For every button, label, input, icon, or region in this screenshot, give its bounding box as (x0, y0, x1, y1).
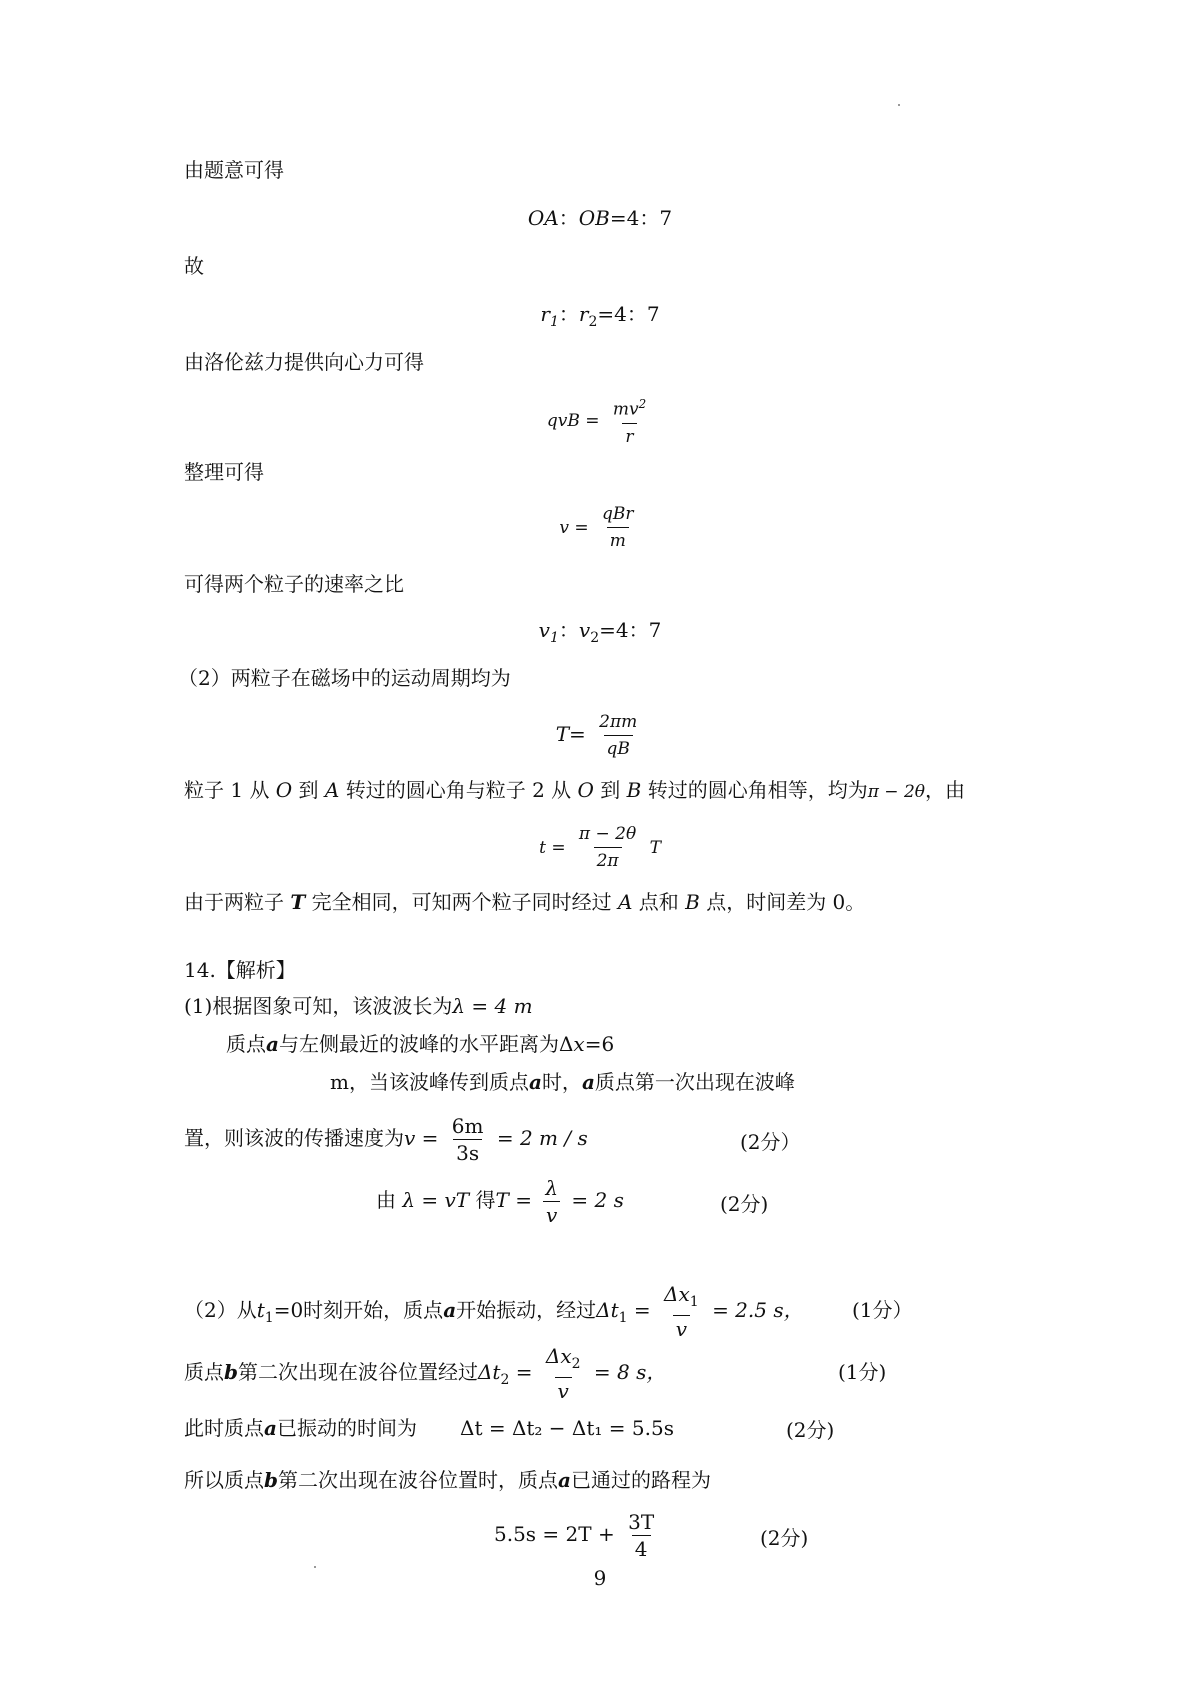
var: a (264, 1416, 277, 1440)
var: r (578, 302, 589, 326)
text-line: 由题意可得 (184, 158, 284, 182)
var: A (324, 778, 340, 802)
text-line (184, 992, 533, 1020)
var: v (578, 618, 591, 642)
text-line: 整理可得 (184, 460, 264, 484)
text-line (226, 1030, 614, 1058)
fraction (625, 1510, 657, 1561)
text: 得 (475, 1188, 496, 1212)
var: B (685, 890, 700, 914)
text: 到 (593, 778, 627, 802)
var: OB (578, 206, 610, 230)
formula-oa-ob (0, 204, 1200, 232)
text: 此时质点 (184, 1416, 264, 1440)
text: 已通过的路程为 (570, 1468, 711, 1492)
sym: ： (558, 206, 579, 230)
text: 与左侧最近的波峰的水平距离为Δ (278, 1032, 574, 1056)
expr: = 2.5 s， (712, 1298, 804, 1322)
var: t (256, 1298, 265, 1322)
text: 开始振动，经过 (456, 1298, 597, 1322)
formula-lorentz (0, 392, 1200, 449)
text: 由于两粒子 (184, 890, 291, 914)
text: 转过的圆心角相等，均为 (641, 778, 868, 802)
num: 2πm (599, 712, 638, 732)
den: v (543, 1201, 560, 1227)
text: 质点第一次出现在波峰 (594, 1070, 795, 1094)
expr: λ = vT (402, 1188, 470, 1212)
expr: = 8 s， (593, 1360, 667, 1384)
var: A (617, 890, 633, 914)
sym: =4：7 (609, 206, 673, 230)
num: 3T (628, 1510, 655, 1534)
expr: T (649, 838, 661, 858)
var: b (264, 1468, 278, 1492)
text: 完全相同，可知两个粒子同时经过 (305, 890, 618, 914)
var: a (443, 1298, 457, 1322)
expr: T = (495, 1188, 532, 1212)
text-line: 可得两个粒子的速率之比 (184, 572, 404, 596)
text: 点，时间差为 0。 (699, 890, 866, 914)
score-label: (1分） (852, 1298, 913, 1322)
var: v (538, 618, 550, 642)
sym: ： (558, 302, 579, 326)
num: 6m (451, 1114, 484, 1138)
sym: =4：7 (599, 618, 662, 642)
var: a (557, 1468, 571, 1492)
den: v (673, 1315, 690, 1341)
text-line: （2）两粒子在磁场中的运动周期均为 (178, 666, 511, 690)
text: 粒子 1 从 (184, 778, 276, 802)
score-label: (2分） (740, 1130, 801, 1154)
sym: = (515, 1360, 533, 1384)
page-number: 9 (593, 1566, 607, 1590)
var: b (224, 1360, 238, 1384)
text-line: 故 (184, 254, 204, 278)
sub: 2 (500, 1372, 510, 1388)
var: O (275, 778, 293, 802)
expr: T= (555, 722, 586, 746)
fraction (661, 1282, 702, 1341)
text: =6 (584, 1032, 615, 1056)
num: Δx (664, 1282, 690, 1306)
text-line (330, 1068, 795, 1096)
var: OA (527, 206, 559, 230)
text-line (376, 1176, 624, 1227)
sub: 1 (549, 314, 559, 330)
expr: = 2 m / s (496, 1126, 588, 1150)
text: =0时刻开始，质点 (273, 1298, 444, 1322)
num: π − 2θ (578, 824, 637, 844)
score-label: (2分) (760, 1526, 809, 1550)
formula-delta-t: Δt = Δt₂ − Δt₁ = 5.5s (460, 1416, 674, 1440)
text: 点和 (632, 890, 686, 914)
var: T (290, 890, 306, 914)
expr: v = (559, 518, 589, 538)
expr: π − 2θ (867, 782, 925, 802)
var: r (540, 302, 550, 326)
text: 第二次出现在波谷位置经过 (237, 1360, 478, 1384)
expr: Δt (477, 1360, 501, 1384)
sub: 1 (618, 1310, 628, 1326)
text: m，当该波峰传到质点 (330, 1070, 529, 1094)
text: （2）从 (184, 1298, 257, 1322)
text-line: 由洛伦兹力提供向心力可得 (184, 350, 424, 374)
formula-period (0, 710, 1200, 761)
text: 由 (376, 1188, 396, 1212)
expr: qvB = (546, 410, 600, 431)
text-line (184, 1466, 711, 1494)
expr: t = (539, 838, 566, 858)
formula-path (494, 1510, 661, 1561)
text: 第二次出现在波谷位置时，质点 (277, 1468, 558, 1492)
sub: 2 (588, 314, 598, 330)
text-line (184, 1114, 588, 1165)
fraction (542, 1176, 561, 1227)
fraction (449, 1114, 487, 1165)
formula-time (0, 822, 1200, 873)
score-label: (2分) (786, 1418, 835, 1442)
sym: ： (558, 618, 579, 642)
text: 时， (541, 1070, 582, 1094)
section-heading: 14.【解析】 (184, 958, 296, 982)
num: Δx (545, 1344, 572, 1368)
expr: 5.5s = 2T + (494, 1522, 615, 1546)
fraction (599, 502, 637, 553)
sub: 2 (571, 1356, 581, 1372)
var: O (577, 778, 594, 802)
var: a (266, 1032, 279, 1056)
den: v (555, 1377, 572, 1403)
text: 到 (292, 778, 325, 802)
text: 转过的圆心角与粒子 2 从 (339, 778, 578, 802)
den: 4 (632, 1535, 651, 1561)
text: 所以质点 (184, 1468, 264, 1492)
num: mv (612, 399, 639, 420)
num: qBr (602, 504, 634, 524)
den: 2π (594, 847, 622, 873)
expr: Δt (596, 1298, 619, 1322)
var: x (573, 1032, 585, 1056)
fraction (543, 1344, 584, 1403)
den: m (607, 527, 629, 553)
formula-velocity (0, 502, 1200, 553)
sym: =4：7 (597, 302, 660, 326)
scan-speck (898, 104, 900, 106)
expr: v = (404, 1126, 439, 1150)
sub: 1 (549, 630, 559, 646)
den: r (622, 423, 636, 449)
den: 3s (453, 1139, 482, 1165)
num: λ (545, 1176, 559, 1200)
den: qB (604, 735, 633, 761)
text: ，由 (925, 778, 965, 802)
text: 质点 (226, 1032, 266, 1056)
text: 已振动的时间为 (276, 1416, 417, 1440)
formula-v-ratio (0, 616, 1200, 652)
text-line (184, 1414, 417, 1442)
var: a (581, 1070, 595, 1094)
score-label: (1分) (838, 1360, 887, 1384)
text-line (184, 776, 965, 806)
sym: = (633, 1298, 651, 1322)
sub: 1 (689, 1294, 699, 1310)
var: B (626, 778, 642, 802)
sub: 1 (264, 1310, 274, 1326)
sub: 2 (590, 630, 600, 646)
fraction (576, 822, 639, 873)
fraction (596, 710, 640, 761)
expr: = 2 s (571, 1188, 624, 1212)
fraction (610, 392, 649, 449)
text: 质点 (184, 1360, 224, 1384)
text-line (184, 1282, 804, 1341)
text: (1)根据图象可知，该波波长为 (184, 994, 453, 1018)
text-line (184, 888, 865, 916)
text: 置，则该波的传播速度为 (184, 1126, 404, 1150)
var: a (528, 1070, 542, 1094)
score-label: (2分) (720, 1192, 769, 1216)
sup: 2 (638, 397, 647, 411)
text-line (184, 1344, 666, 1403)
formula-r-ratio (0, 300, 1200, 336)
expr: λ = 4 m (452, 994, 533, 1018)
